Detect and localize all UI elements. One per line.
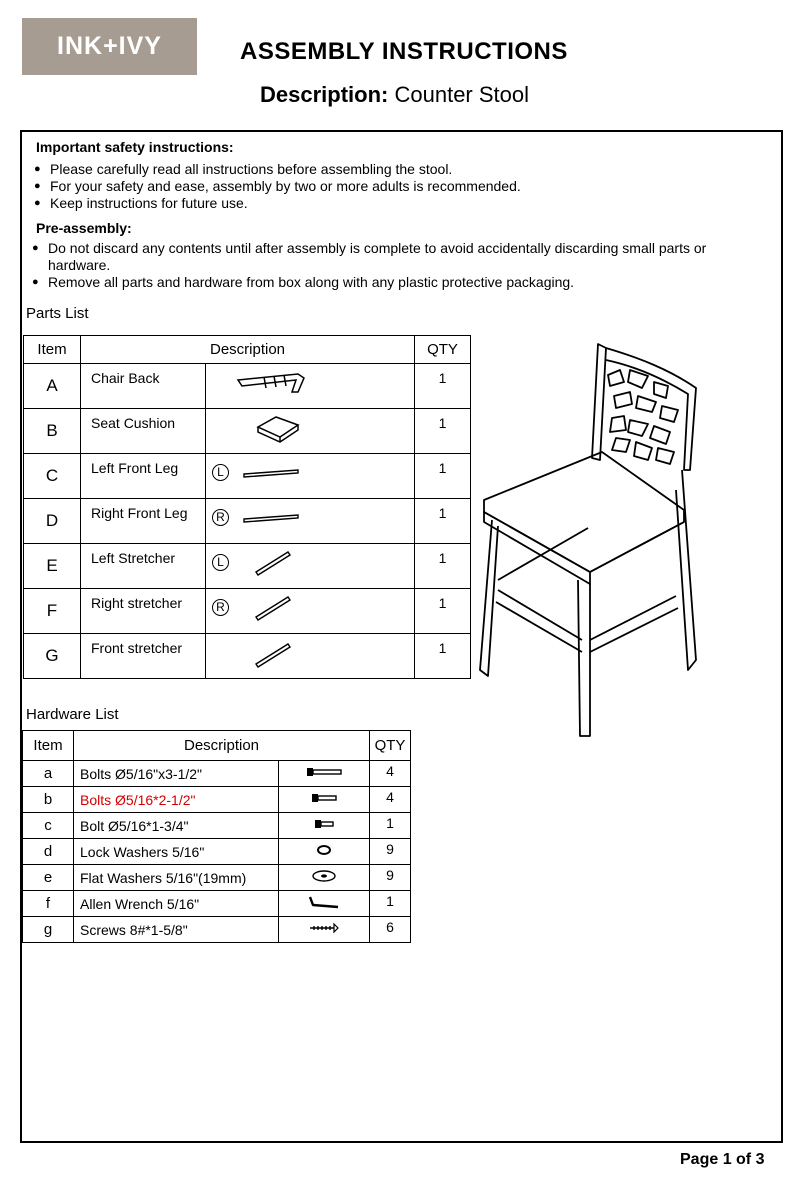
pre-assembly-heading: Pre-assembly: bbox=[36, 220, 132, 236]
item-qty: 1 bbox=[415, 499, 471, 544]
list-item: ● Remove all parts and hardware from box along with any plastic protective packaging. bbox=[32, 274, 747, 291]
item-description: Bolts Ø5/16*2-1/2" bbox=[74, 787, 279, 813]
table-row bbox=[23, 813, 411, 839]
table-row bbox=[23, 865, 411, 891]
item-code: a bbox=[23, 761, 74, 787]
header-item: Item bbox=[23, 731, 74, 761]
item-code: B bbox=[24, 409, 81, 454]
item-code: G bbox=[24, 634, 81, 679]
screw-icon bbox=[279, 917, 370, 943]
item-qty: 4 bbox=[370, 787, 411, 813]
page-title: ASSEMBLY INSTRUCTIONS bbox=[240, 38, 568, 65]
item-qty: 9 bbox=[370, 865, 411, 891]
item-code: d bbox=[23, 839, 74, 865]
table-row bbox=[23, 839, 411, 865]
item-qty: 1 bbox=[415, 454, 471, 499]
item-code: e bbox=[23, 865, 74, 891]
parts-list-title: Parts List bbox=[26, 305, 89, 322]
item-qty: 1 bbox=[370, 891, 411, 917]
description-label: Description: bbox=[260, 82, 389, 107]
item-description: Allen Wrench 5/16" bbox=[74, 891, 279, 917]
header-qty: QTY bbox=[370, 731, 411, 761]
lock-washer-icon bbox=[279, 839, 370, 865]
item-description: Flat Washers 5/16"(19mm) bbox=[74, 865, 279, 891]
counter-stool-illustration bbox=[470, 340, 710, 740]
right-side-icon: R bbox=[212, 599, 229, 616]
list-item: ● Please carefully read all instructions before assembling the stool. bbox=[34, 161, 764, 178]
seat-cushion-icon bbox=[206, 409, 415, 454]
page-subtitle bbox=[260, 82, 529, 108]
item-description: Bolts Ø5/16"x3-1/2" bbox=[74, 761, 279, 787]
item-code: A bbox=[24, 364, 81, 409]
table-row bbox=[23, 761, 411, 787]
bolt-icon bbox=[279, 787, 370, 813]
item-description: Front stretcher bbox=[81, 634, 206, 679]
item-description: Bolt Ø5/16*1-3/4" bbox=[74, 813, 279, 839]
item-description: Right stretcher bbox=[81, 589, 206, 634]
table-row bbox=[24, 544, 471, 589]
item-qty: 1 bbox=[415, 364, 471, 409]
parts-table bbox=[23, 335, 471, 679]
allen-wrench-icon bbox=[279, 891, 370, 917]
header-qty: QTY bbox=[415, 336, 471, 364]
chair-back-icon bbox=[206, 364, 415, 409]
right-stretcher-icon bbox=[206, 589, 415, 634]
item-qty: 1 bbox=[415, 634, 471, 679]
right-side-icon: R bbox=[212, 509, 229, 526]
list-item: ● Keep instructions for future use. bbox=[34, 195, 764, 212]
front-stretcher-icon bbox=[206, 634, 415, 679]
table-header-row bbox=[24, 336, 471, 364]
table-row bbox=[24, 634, 471, 679]
table-row bbox=[24, 409, 471, 454]
item-qty: 9 bbox=[370, 839, 411, 865]
item-description: Screws 8#*1-5/8" bbox=[74, 917, 279, 943]
header-item: Item bbox=[24, 336, 81, 364]
item-code: F bbox=[24, 589, 81, 634]
safety-list bbox=[34, 161, 764, 212]
left-side-icon: L bbox=[212, 464, 229, 481]
item-qty: 1 bbox=[370, 813, 411, 839]
item-qty: 1 bbox=[415, 544, 471, 589]
item-code: b bbox=[23, 787, 74, 813]
item-qty: 4 bbox=[370, 761, 411, 787]
list-item: ● For your safety and ease, assembly by two or more adults is recommended. bbox=[34, 178, 764, 195]
hardware-list-title: Hardware List bbox=[26, 706, 119, 723]
table-row bbox=[23, 917, 411, 943]
item-code: D bbox=[24, 499, 81, 544]
hardware-table bbox=[22, 730, 411, 943]
item-code: g bbox=[23, 917, 74, 943]
item-code: c bbox=[23, 813, 74, 839]
table-row bbox=[23, 891, 411, 917]
right-front-leg-icon bbox=[206, 499, 415, 544]
item-code: E bbox=[24, 544, 81, 589]
left-front-leg-icon bbox=[206, 454, 415, 499]
item-code: f bbox=[23, 891, 74, 917]
item-qty: 6 bbox=[370, 917, 411, 943]
left-stretcher-icon bbox=[206, 544, 415, 589]
item-description: Chair Back bbox=[81, 364, 206, 409]
bolt-icon bbox=[279, 761, 370, 787]
item-description: Right Front Leg bbox=[81, 499, 206, 544]
table-row bbox=[23, 787, 411, 813]
header-description: Description bbox=[81, 336, 415, 364]
brand-logo: INK+IVY bbox=[22, 18, 197, 75]
item-description: Lock Washers 5/16" bbox=[74, 839, 279, 865]
pre-assembly-list bbox=[32, 240, 747, 291]
left-side-icon: L bbox=[212, 554, 229, 571]
item-description: Seat Cushion bbox=[81, 409, 206, 454]
safety-heading: Important safety instructions: bbox=[36, 139, 234, 155]
table-row bbox=[24, 589, 471, 634]
table-header-row bbox=[23, 731, 411, 761]
flat-washer-icon bbox=[279, 865, 370, 891]
bolt-icon bbox=[279, 813, 370, 839]
page-number: Page 1 of 3 bbox=[680, 1151, 765, 1168]
header-description: Description bbox=[74, 731, 370, 761]
table-row bbox=[24, 499, 471, 544]
table-row bbox=[24, 454, 471, 499]
description-value: Counter Stool bbox=[394, 82, 530, 107]
item-description: Left Front Leg bbox=[81, 454, 206, 499]
item-qty: 1 bbox=[415, 409, 471, 454]
item-qty: 1 bbox=[415, 589, 471, 634]
item-code: C bbox=[24, 454, 81, 499]
list-item: ● Do not discard any contents until after assembly is complete to avoid accidentally discarding small parts or hardware. bbox=[32, 240, 747, 274]
item-description: Left Stretcher bbox=[81, 544, 206, 589]
table-row bbox=[24, 364, 471, 409]
